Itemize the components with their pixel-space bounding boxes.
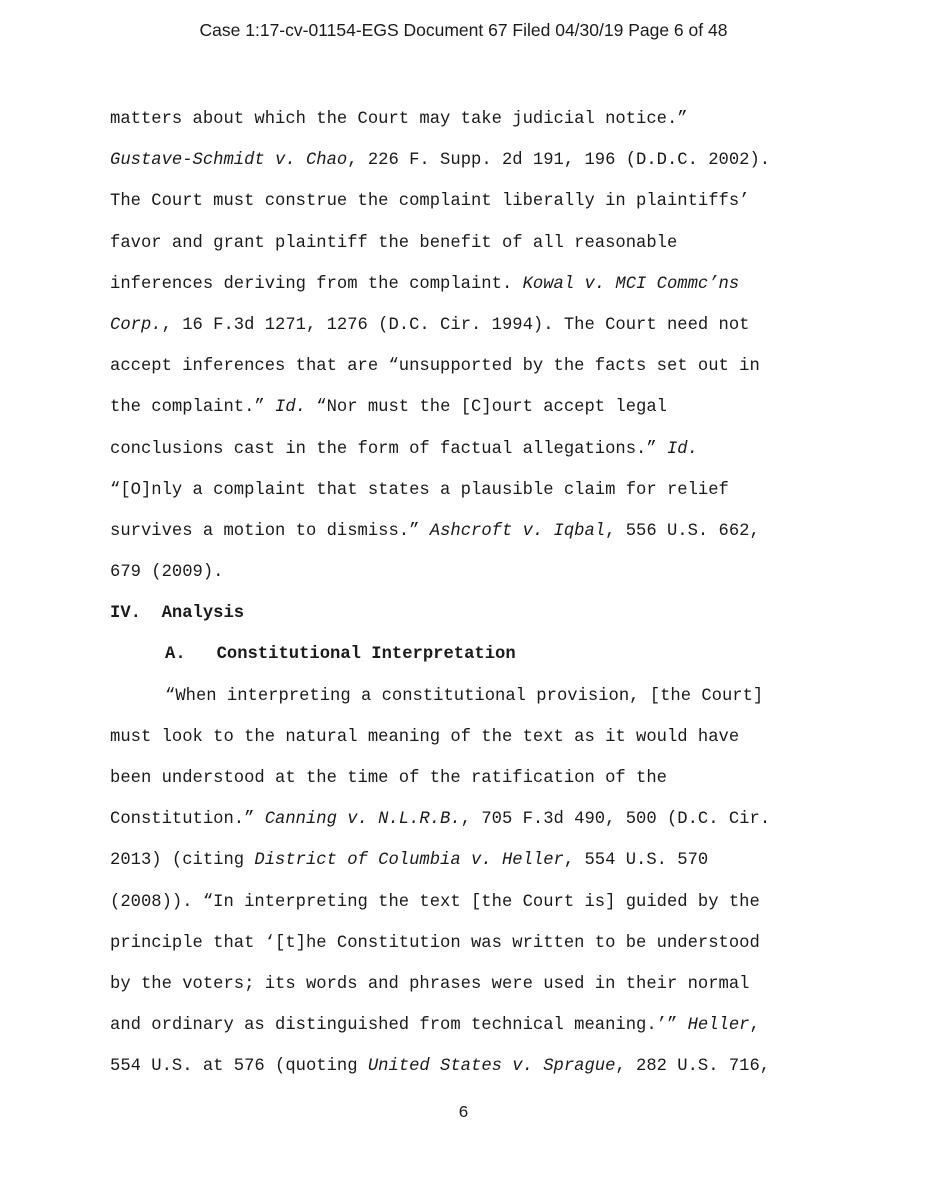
line-text: , 16 F.3d 1271, 1276 (D.C. Cir. 1994). The Court need not bbox=[161, 315, 750, 335]
line-text: 554 U.S. at 576 (quoting bbox=[110, 1057, 368, 1077]
line-text: conclusions cast in the form of factual allegations.” bbox=[110, 439, 667, 459]
text-line bbox=[110, 556, 870, 597]
line-text: by the voters; its words and phrases were used in their normal bbox=[110, 974, 750, 994]
line-text: , 554 U.S. 570 bbox=[563, 851, 709, 871]
case-header: Case 1:17-cv-01154-EGS Document 67 Filed 04/30/19 Page 6 of 48 bbox=[199, 20, 728, 40]
text-line bbox=[110, 227, 870, 268]
line-text: Constitution.” bbox=[110, 810, 265, 830]
text-line bbox=[110, 433, 870, 474]
text-line bbox=[110, 1009, 870, 1050]
page-number: 6 bbox=[458, 1104, 469, 1123]
line-text: must look to the natural meaning of the text as it would have bbox=[110, 727, 740, 747]
line-text: “When interpreting a constitutional provision, [the Court] bbox=[165, 686, 764, 706]
line-text: the complaint.” bbox=[110, 398, 276, 418]
text-line bbox=[110, 968, 870, 1009]
line-text: inferences deriving from the complaint. bbox=[110, 274, 523, 294]
line-text: “[O]nly a complaint that states a plausible claim for relief bbox=[110, 480, 729, 500]
case-citation: Ashcroft v. Iqbal bbox=[429, 521, 606, 541]
line-text: , 282 U.S. 716, bbox=[615, 1057, 771, 1077]
case-citation: Kowal v. MCI Commc’ns bbox=[522, 274, 740, 294]
text-line bbox=[110, 721, 870, 762]
text-line bbox=[110, 391, 870, 432]
text-line bbox=[110, 844, 870, 885]
line-text: principle that ‘[t]he Constitution was written to be understood bbox=[110, 933, 760, 953]
section-heading: IV. Analysis bbox=[110, 604, 245, 624]
case-citation: Canning v. N.L.R.B. bbox=[264, 810, 461, 830]
text-line bbox=[110, 268, 870, 309]
document-body bbox=[110, 103, 870, 1092]
text-line bbox=[110, 680, 870, 721]
case-citation: Corp. bbox=[110, 315, 162, 335]
line-text: , bbox=[749, 1016, 760, 1036]
line-text: favor and grant plaintiff the benefit of all reasonable bbox=[110, 233, 678, 253]
line-text: been understood at the time of the ratification of the bbox=[110, 769, 667, 788]
text-line bbox=[110, 1050, 870, 1091]
case-citation: Gustave-Schmidt v. Chao bbox=[110, 151, 348, 171]
line-text: 2013) (citing bbox=[110, 851, 255, 871]
line-text: (2008)). “In interpreting the text [the Court is] guided by the bbox=[110, 892, 760, 912]
subsection-heading: A. Constitutional Interpretation bbox=[165, 645, 516, 665]
text-line bbox=[110, 927, 870, 968]
text-line bbox=[110, 103, 870, 144]
line-text: and ordinary as distinguished from technical meaning.’” bbox=[110, 1016, 688, 1036]
text-line bbox=[110, 474, 870, 515]
text-line bbox=[110, 886, 870, 927]
text-line bbox=[110, 309, 870, 350]
case-citation: United States v. Sprague bbox=[367, 1057, 616, 1077]
text-line bbox=[110, 762, 870, 803]
text-line bbox=[110, 185, 870, 226]
line-text: The Court must construe the complaint liberally in plaintiffs’ bbox=[110, 192, 750, 212]
case-citation: Heller bbox=[687, 1016, 750, 1036]
line-text: matters about which the Court may take judicial notice.” bbox=[110, 110, 688, 129]
line-text: , 226 F. Supp. 2d 191, 196 (D.D.C. 2002). bbox=[347, 151, 771, 171]
line-text: 679 (2009). bbox=[110, 563, 224, 583]
line-text: , 705 F.3d 490, 500 (D.C. Cir. bbox=[460, 810, 771, 830]
text-line bbox=[110, 803, 870, 844]
text-line bbox=[110, 144, 870, 185]
case-citation: District of Columbia v. Heller bbox=[254, 851, 564, 871]
line-text: “Nor must the [C]ourt accept legal bbox=[305, 398, 667, 418]
id-citation: Id. bbox=[275, 398, 306, 418]
id-citation: Id. bbox=[666, 439, 698, 459]
line-text: survives a motion to dismiss.” bbox=[110, 521, 430, 541]
text-line bbox=[110, 515, 870, 556]
text-line bbox=[110, 350, 870, 391]
line-text: , 556 U.S. 662, bbox=[605, 521, 760, 541]
line-text: accept inferences that are “unsupported by the facts set out in bbox=[110, 357, 760, 377]
